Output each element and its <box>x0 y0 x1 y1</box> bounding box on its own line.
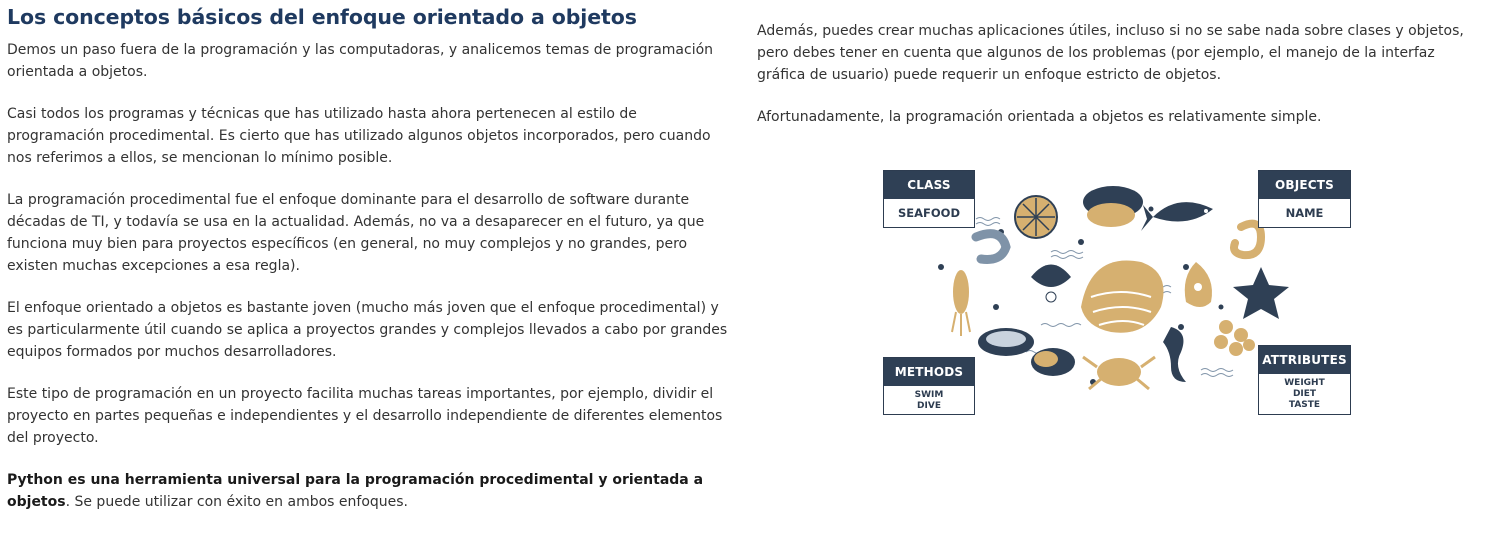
paragraph-simple: Afortunadamente, la programación orientada a objetos es relativamente simple. <box>757 109 1322 125</box>
paragraph-apps: Además, puedes crear muchas aplicaciones útiles, incluso si no se sabe nada sobre clases y objetos, pero debes tener en cuenta que algunos de los problemas (por ejemplo, el manejo de la interfaz gráfica de usuario) puede requerir un enfoque estricto de objetos. <box>757 23 1464 83</box>
attributes-diet: DIET <box>1292 389 1317 399</box>
class-box-body: SEAFOOD <box>898 206 960 220</box>
attributes-box <box>1258 345 1351 415</box>
methods-dive: DIVE <box>917 401 941 411</box>
paragraph-object-oriented: El enfoque orientado a objetos es bastante joven (mucho más joven que el enfoque procedimental) y es particularmente útil cuando se aplica a proyectos grandes y complejos llevados a cabo por grandes equipos formados por muchos desarrolladores. <box>7 300 728 360</box>
attributes-box-body <box>1259 374 1350 411</box>
attributes-box-header: ATTRIBUTES <box>1259 346 1350 374</box>
methods-swim: SWIM <box>914 390 944 400</box>
paragraph-procedural-history: La programación procedimental fue el enfoque dominante para el desarrollo de software durante décadas de TI, y todavía se usa en la actualidad. Además, no va a desaparecer en el futuro, ya que funciona muy bien para proyectos específicos (en general, no muy complejos y no grandes, pero existen muchas excepciones a esa regla). <box>7 192 705 274</box>
paragraph-project-benefits: Este tipo de programación en un proyecto facilita muchas tareas importantes, por ejemplo, dividir el proyecto en partes pequeñas e independientes y el desarrollo independiente de diferentes elementos del proyecto. <box>7 386 723 446</box>
attributes-weight: WEIGHT <box>1284 378 1325 388</box>
paragraph-procedural: Casi todos los programas y técnicas que has utilizado hasta ahora pertenecen al estilo de programación procedimental. Es cierto que has utilizado algunos objetos incorporados, pero cuando nos referimos a ellos, se mencionan lo mínimo posible. <box>7 106 711 166</box>
page-title: Los conceptos básicos del enfoque orientado a objetos <box>7 5 637 29</box>
methods-box <box>883 357 975 415</box>
methods-box-header: METHODS <box>884 358 974 386</box>
class-box-header: CLASS <box>884 171 974 199</box>
python-emphasis: Python es una herramienta universal para la programación procedimental y orientada a objetos <box>7 472 704 510</box>
class-box <box>883 170 975 228</box>
objects-box <box>1258 170 1351 228</box>
right-column <box>757 20 1487 148</box>
objects-box-header: OBJECTS <box>1259 171 1350 199</box>
oop-seafood-illustration <box>881 167 1353 417</box>
objects-box-body: NAME <box>1285 206 1324 220</box>
paragraph-intro: Demos un paso fuera de la programación y las computadoras, y analicemos temas de programación orientada a objetos. <box>7 42 714 80</box>
methods-box-body <box>884 386 974 412</box>
paragraph-python <box>7 469 737 513</box>
python-rest: . Se puede utilizar con éxito en ambos enfoques. <box>65 494 408 510</box>
attributes-taste: TASTE <box>1288 400 1321 410</box>
left-column <box>7 4 737 533</box>
